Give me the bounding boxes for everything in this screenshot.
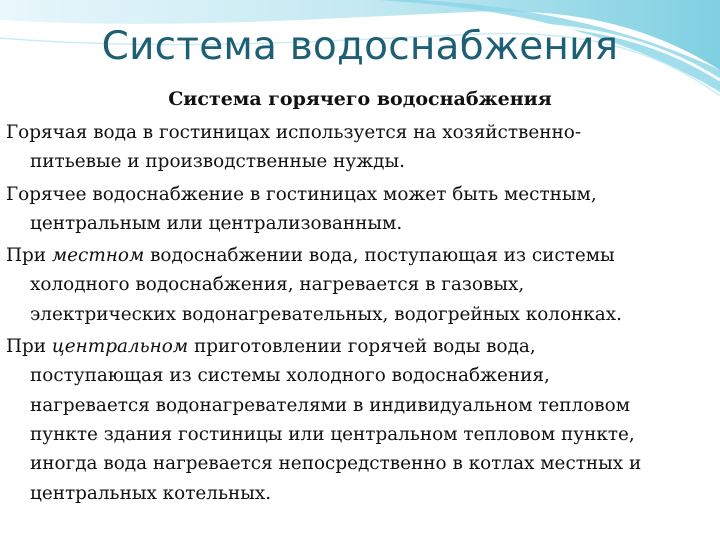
- paragraph-line: электрических водонагревательных, водогрейных колонках.: [30, 303, 622, 325]
- emphasis-central: центральном: [51, 336, 189, 358]
- text-run: При: [6, 336, 52, 358]
- paragraph-line: Горячее водоснабжение в гостиницах может быть местным,: [6, 183, 597, 205]
- paragraph-line: [6, 332, 716, 361]
- paragraph-line: Горячая вода в гостиницах используется на хозяйственно-: [6, 122, 582, 143]
- slide-title: Система водоснабжения: [101, 24, 619, 69]
- text-run: водоснабжении вода, поступающая из системы: [144, 245, 615, 267]
- paragraph-line: нагревается водонагревателями в индивидуальном тепловом: [30, 394, 631, 416]
- emphasis-local: местном: [51, 245, 145, 267]
- paragraph-line: пункте здания гостиницы или центральном тепловом пункте,: [30, 423, 635, 445]
- paragraph-line: иногда вода нагревается непосредственно в котлах местных и: [30, 453, 642, 475]
- paragraph-line: холодного водоснабжения, нагревается в газовых,: [30, 274, 525, 296]
- slide-body: [6, 118, 716, 511]
- paragraph-2: [6, 180, 716, 239]
- text-run: При: [6, 245, 52, 267]
- paragraph-line: центральных котельных.: [30, 482, 272, 504]
- paragraph-line: центральным или централизованным.: [30, 212, 403, 234]
- paragraph-4: [6, 332, 716, 508]
- paragraph-3: [6, 241, 716, 329]
- text-run: приготовлении горячей воды вода,: [188, 336, 536, 358]
- paragraph-line: питьевые и производственные нужды.: [30, 151, 405, 173]
- paragraph-line: [6, 241, 716, 270]
- slide-subtitle: Система горячего водоснабжения: [168, 88, 552, 110]
- paragraph-line: поступающая из системы холодного водоснабжения,: [30, 365, 550, 387]
- paragraph-1: [6, 118, 716, 177]
